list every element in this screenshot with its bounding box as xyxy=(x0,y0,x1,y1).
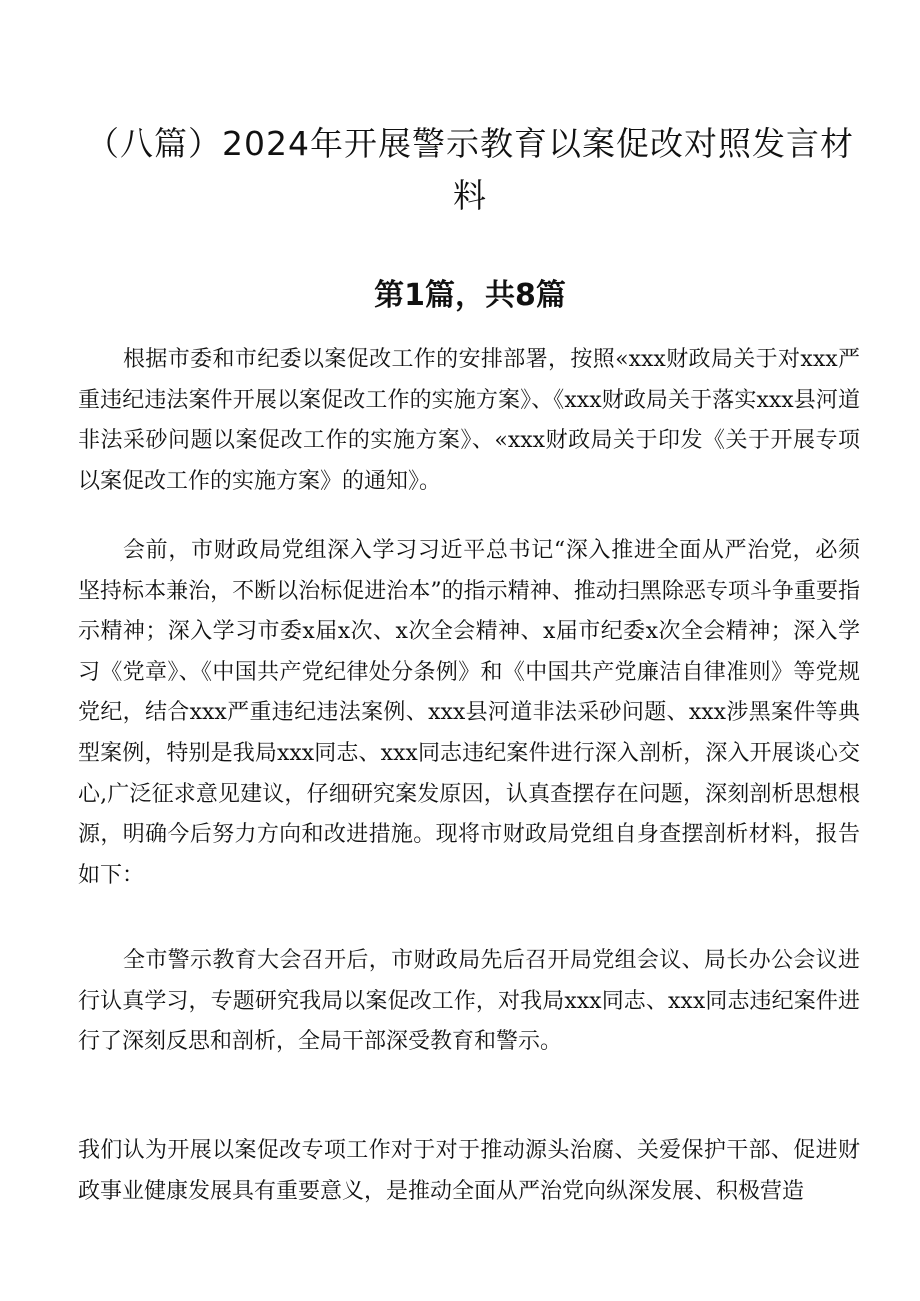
paragraph-preparation: 会前，市财政局党组深入学习习近平总书记“深入推进全面从严治党，必须坚持标本兼治，不断以治标促进治本”的指示精神、推动扫黑除恶专项斗争重要指示精神；深入学习市委x届x次、x次全会精神、x届市纪委x次全会精神；深入学习《党章》、《中国共产党纪律处分条例》和《中国共产党廉洁自律准则》等党规党纪，结合xxx严重违纪违法案例、xxx县河道非法采砂问题、xxx涉黑案件等典型案例，特别是我局xxx同志、xxx同志违纪案件进行深入剖析，深入开展谈心交心,广泛征求意见建议，仔细研究案发原因，认真查摆存在问题，深刻剖析思想根源，明确今后努力方向和改进措施。现将市财政局党组自身查摆剖析材料，报告如下： xyxy=(78,538,860,888)
paragraph-significance: 我们认为开展以案促改专项工作对于对于推动源头治腐、关爱保护干部、促进财政事业健康发展具有重要意义，是推动全面从严治党向纵深发展、积极营造 xyxy=(78,1138,860,1204)
paragraph-meeting: 全市警示教育大会召开后，市财政局先后召开局党组会议、局长办公会议进行认真学习，专题研究我局以案促改工作，对我局xxx同志、xxx同志违纪案件进行了深刻反思和剖析，全局干部深受教育和警示。 xyxy=(78,948,860,1055)
section-heading: 第1篇，共8篇 xyxy=(374,278,566,313)
paragraph-intro: 根据市委和市纪委以案促改工作的安排部署，按照«xxx财政局关于对xxx严重违纪违法案件开展以案促改工作的实施方案》、《xxx财政局关于落实xxx县河道非法采砂问题以案促改工作的实施方案》、«xxx财政局关于印发《关于开展专项以案促改工作的实施方案》的通知》。 xyxy=(78,347,860,494)
document-title: （八篇）2024年开展警示教育以案促改对照发言材料 xyxy=(86,124,854,215)
